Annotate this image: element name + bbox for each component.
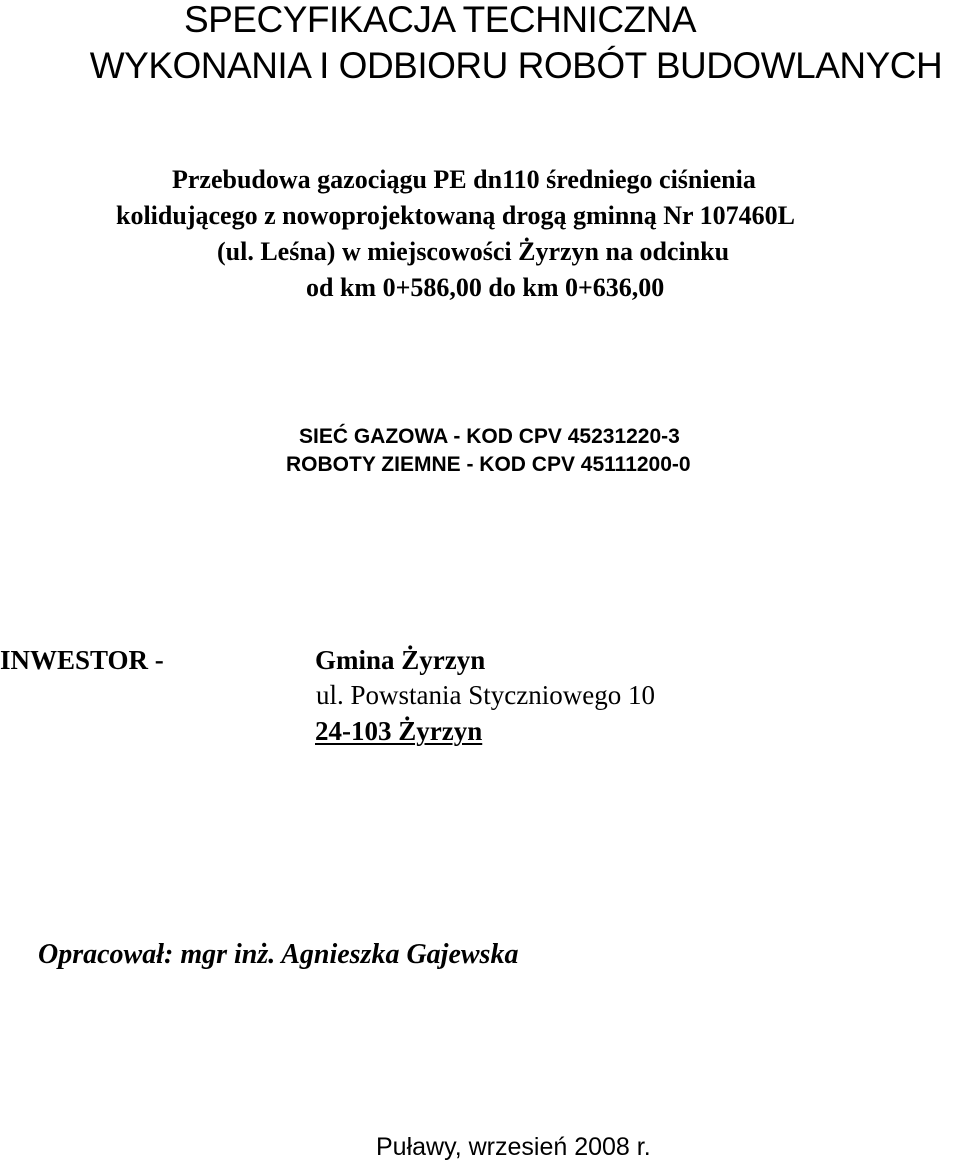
investor-name: Gmina Żyrzyn [315,645,486,675]
document-title-line-2: WYKONANIA I ODBIORU ROBÓT BUDOWLANYCH [89,45,943,86]
project-line-4: od km 0+586,00 do km 0+636,00 [306,273,665,302]
investor-city: 24-103 Żyrzyn [315,716,483,746]
cpv-line-1: SIEĆ GAZOWA - KOD CPV 45231220-3 [299,425,680,448]
investor-label: INWESTOR - [0,645,164,675]
cpv-line-2: ROBOTY ZIEMNE - KOD CPV 45111200-0 [286,453,691,476]
project-line-1: Przebudowa gazociągu PE dn110 średniego ciśnienia [172,165,756,194]
project-line-3: (ul. Leśna) w miejscowości Żyrzyn na odcinku [217,237,730,266]
place-date: Puławy, wrzesień 2008 r. [376,1133,651,1161]
investor-street: ul. Powstania Styczniowego 10 [316,680,655,710]
document-title-line-1: SPECYFIKACJA TECHNICZNA [183,0,697,40]
author-line: Opracował: mgr inż. Agnieszka Gajewska [38,939,519,970]
project-line-2: kolidującego z nowoprojektowaną drogą gminną Nr 107460L [116,201,795,230]
